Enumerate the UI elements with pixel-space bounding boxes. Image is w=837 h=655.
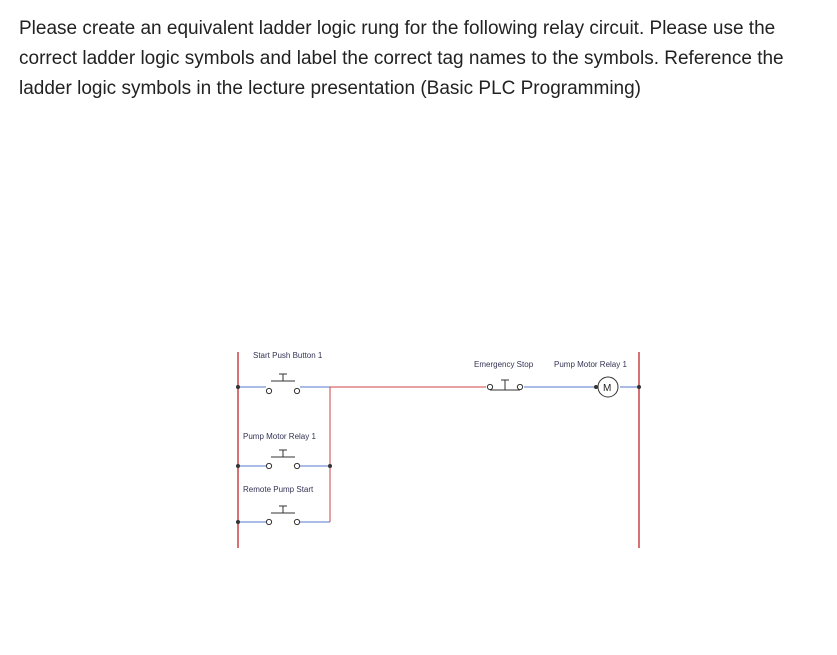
- pump-motor-relay-contact-label: Pump Motor Relay 1: [243, 432, 316, 441]
- rung2-node-right: [328, 464, 332, 468]
- rung2-node-left: [236, 464, 240, 468]
- rung3-node-left: [236, 520, 240, 524]
- start-push-button-label: Start Push Button 1: [253, 351, 323, 360]
- start-push-button-symbol: [266, 374, 299, 394]
- remote-pump-start-symbol: [266, 506, 299, 525]
- pump-motor-relay-contact-symbol: [266, 450, 299, 469]
- remote-pump-start-label: Remote Pump Start: [243, 485, 314, 494]
- emergency-stop-symbol: [487, 380, 522, 390]
- rung1-node-left: [236, 385, 240, 389]
- motor-symbol-letter: M: [603, 383, 612, 394]
- rung1-node-right: [637, 385, 641, 389]
- question-text: Please create an equivalent ladder logic rung for the following relay circuit. Please use the correct ladder logic symbols and label the correct tag names to the symbols. Reference the ladder logic symbols in the lecture presentation (Basic PLC Programming): [19, 18, 784, 99]
- emergency-stop-label: Emergency Stop: [474, 360, 534, 369]
- pump-motor-relay-coil-label: Pump Motor Relay 1: [554, 360, 627, 369]
